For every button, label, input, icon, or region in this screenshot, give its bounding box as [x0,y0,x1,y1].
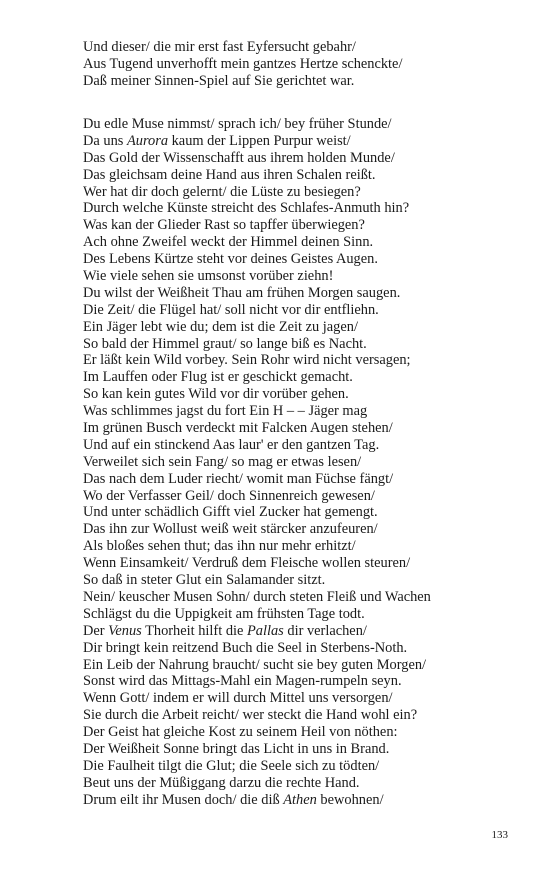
poem-line: Des Lebens Kürtze steht vor deines Geistes Augen. [83,251,378,268]
poem-line: Der Geist hat gleiche Kost zu seinem Heil von nöthen: [83,724,398,741]
poem-line: Nein/ keuscher Musen Sohn/ durch steten Fleiß und Wachen [83,588,431,605]
poem-line: Der Venus Thorheit hilft die Pallas dir verlachen/ [83,622,367,639]
poem-line: Was schlimmes jagst du fort Ein H – – Jäger mag [83,403,368,420]
poem-line: Ein Jäger lebt wie du; dem ist die Zeit zu jagen/ [83,318,358,335]
italic-name: Pallas [247,622,284,639]
poem-line: Die Zeit/ die Flügel hat/ soll nicht vor dir entfliehn. [83,301,379,318]
poem-line: So kan kein gutes Wild vor dir vorüber gehen. [83,386,349,403]
poem-line: Durch welche Künste streicht des Schlafes-Anmuth hin? [83,200,410,217]
italic-name: Aurora [126,132,169,149]
stanza-2 [83,116,431,809]
poem-line: Du wilst der Weißheit Thau am frühen Morgen saugen. [83,284,401,301]
poem-line: Die Faulheit tilgt die Glut; die Seele sich zu tödten/ [83,757,380,774]
poem-line: Da uns Aurora kaum der Lippen Purpur weist/ [83,132,351,149]
poem-line: Daß meiner Sinnen-Spiel auf Sie gerichtet war. [83,72,355,89]
poem-line: Das gleichsam deine Hand aus ihren Schalen reißt. [83,166,376,183]
poem-line: Ach ohne Zweifel weckt der Himmel deinen Sinn. [83,234,374,251]
poem-line: Wenn Einsamkeit/ Verdruß dem Fleische wollen steuren/ [83,555,411,572]
stanza-1 [83,39,402,90]
poem-line: Das Gold der Wissenschafft aus ihrem holden Munde/ [83,149,395,166]
poem-line: So daß in steter Glut ein Salamander sitzt. [83,572,326,589]
poem-line: Schlägst du die Uppigkeit am frühsten Tage todt. [83,605,365,622]
poem-line: Aus Tugend unverhofft mein gantzes Hertze schenckte/ [83,55,403,72]
poem-line: Sie durch die Arbeit reicht/ wer steckt die Hand wohl ein? [83,707,418,724]
poem-line: Verweilet sich sein Fang/ so mag er etwas lesen/ [83,453,362,470]
poem-line: Und dieser/ die mir erst fast Eyfersucht gebahr/ [83,39,356,55]
poem-line: Sonst wird das Mittags-Mahl ein Magen-rumpeln seyn. [83,673,402,690]
poem-line: Im grünen Busch verdeckt mit Falcken Augen stehen/ [83,420,393,437]
poem-line: Der Weißheit Sonne bringt das Licht in uns in Brand. [83,740,390,757]
poem-line: Er läßt kein Wild vorbey. Sein Rohr wird nicht versagen; [83,352,411,369]
poem-line: Drum eilt ihr Musen doch/ die diß Athen bewohnen/ [83,791,384,808]
italic-name: Venus [108,622,142,639]
page-number: 133 [491,829,508,841]
poem-line: Du edle Muse nimmst/ sprach ich/ bey früher Stunde/ [83,116,392,132]
poem-line: Was kan der Glieder Rast so tapffer überwiegen? [83,217,365,234]
poem-line: Wer hat dir doch gelernt/ die Lüste zu besiegen? [83,183,361,200]
poem-line: Im Lauffen oder Flug ist er geschickt gemacht. [83,369,353,386]
italic-name: Athen [283,791,317,808]
poem-line: Dir bringt kein reitzend Buch die Seel in Sterbens-Noth. [83,639,408,656]
poem-line: Und unter schädlich Gifft viel Zucker hat gemengt. [83,504,378,521]
poem-line: Als bloßes sehen thut; das ihn nur mehr erhitzt/ [83,538,356,555]
poem-line: So bald der Himmel graut/ so lange biß es Nacht. [83,335,367,352]
poem-line: Das nach dem Luder riecht/ womit man Füchse fängt/ [83,470,394,487]
poem-line: Das ihn zur Wollust weiß weit stärcker anzufeuren/ [83,521,378,538]
poem-line: Wie viele sehen sie umsonst vorüber ziehn! [83,268,334,285]
poem-line: Wo der Verfasser Geil/ doch Sinnenreich gewesen/ [83,487,375,504]
poem-line: Wenn Gott/ indem er will durch Mittel uns versorgen/ [83,690,393,707]
poem-line: Ein Leib der Nahrung braucht/ sucht sie bey guten Morgen/ [83,656,427,673]
poem-line: Und auf ein stinckend Aas laur' er den gantzen Tag. [83,436,380,453]
poem-line: Beut uns der Müßiggang darzu die rechte Hand. [83,774,360,791]
